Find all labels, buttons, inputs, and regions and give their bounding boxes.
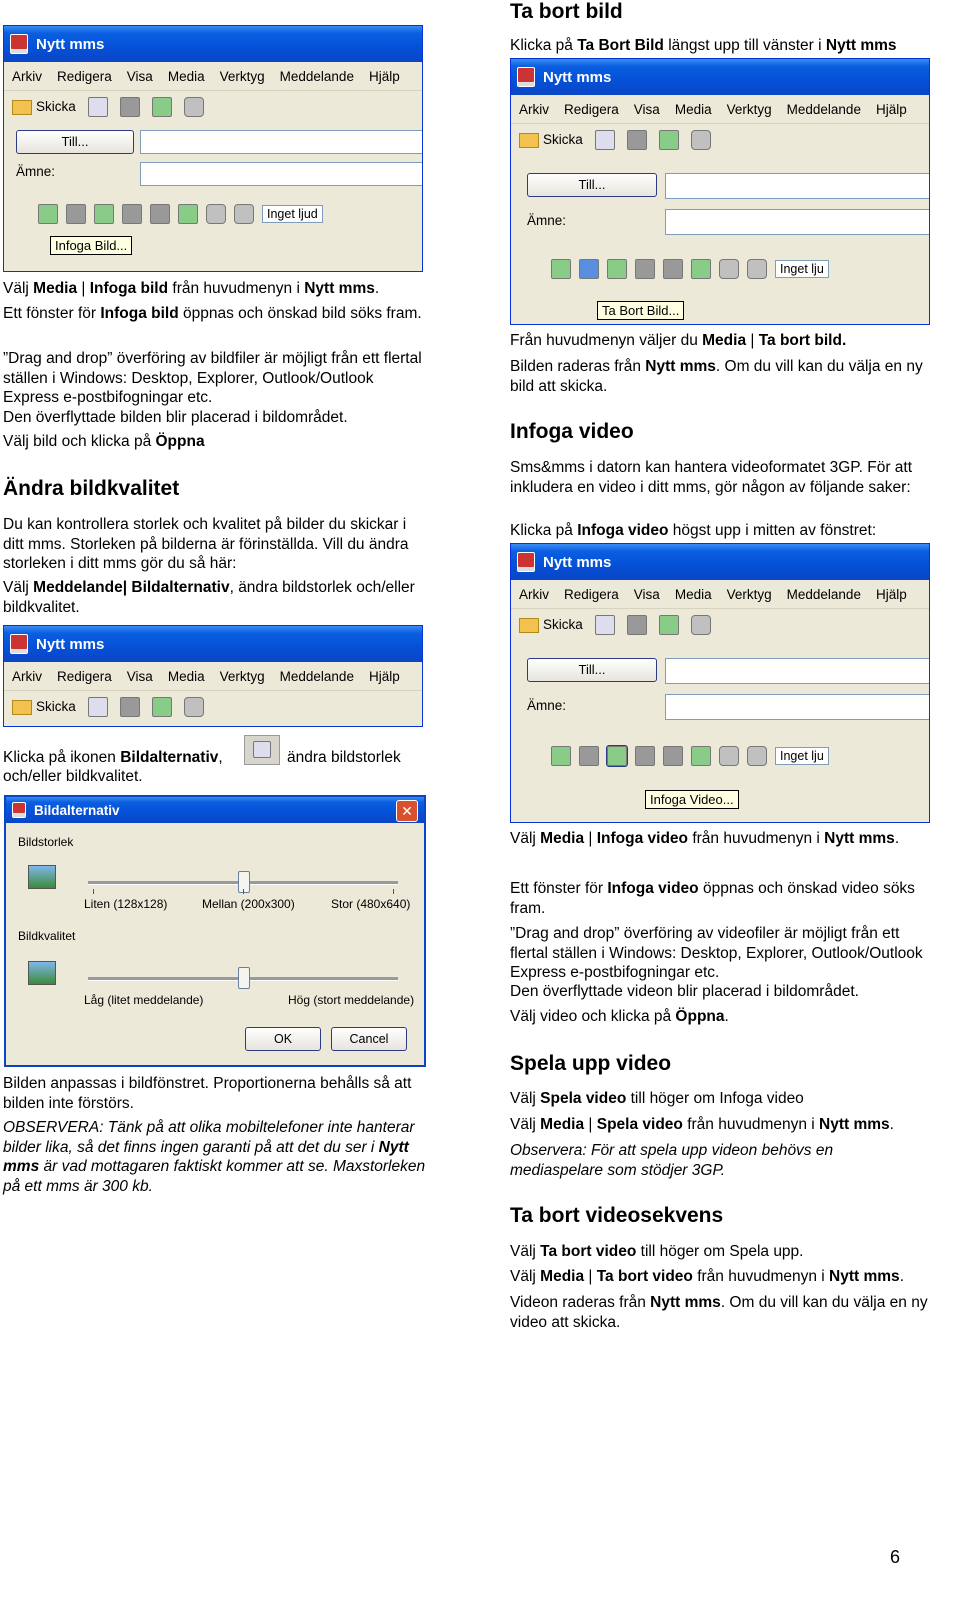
delete-sound-icon[interactable] bbox=[747, 746, 767, 766]
image-options-icon[interactable] bbox=[595, 615, 615, 635]
message-form bbox=[4, 122, 422, 272]
play-sound-icon[interactable] bbox=[719, 746, 739, 766]
menu-bar bbox=[4, 662, 422, 690]
right-paragraph-16: Videon raderas från Nytt mms. Om du vill kan du välja en ny video att skicka. bbox=[510, 1294, 928, 1331]
nytt-mms-window-insert-image bbox=[3, 25, 423, 272]
heading-play-video: Spela upp video bbox=[510, 1052, 672, 1075]
left-paragraph-8-cont: ändra bildstorlek bbox=[287, 749, 401, 766]
right-paragraph-2: Från huvudmenyn väljer du Media | Ta bort bild. bbox=[510, 332, 847, 349]
address-book-icon[interactable] bbox=[120, 97, 140, 117]
insert-image-icon[interactable] bbox=[551, 259, 571, 279]
address-book-icon[interactable] bbox=[120, 697, 140, 717]
nytt-mms-window-toolbar bbox=[3, 625, 423, 727]
size-tick-large bbox=[393, 889, 394, 894]
right-paragraph-7: Ett fönster för Infoga video öppnas och önskad video söks fram. bbox=[510, 880, 915, 917]
dialog-titlebar bbox=[6, 797, 424, 823]
left-paragraph-8-end: och/eller bildkvalitet. bbox=[3, 768, 143, 785]
media-toolbar bbox=[38, 204, 323, 224]
tools-icon[interactable] bbox=[691, 615, 711, 635]
tools-icon[interactable] bbox=[184, 97, 204, 117]
menu-visa[interactable]: Visa bbox=[633, 101, 660, 117]
to-field[interactable] bbox=[665, 173, 930, 199]
right-paragraph-15: Välj Media | Ta bort video från huvudmenyn i Nytt mms. bbox=[510, 1268, 904, 1285]
insert-video-icon[interactable] bbox=[607, 259, 627, 279]
nytt-mms-window-delete-image bbox=[510, 58, 930, 325]
subject-field[interactable] bbox=[665, 694, 930, 720]
menu-meddelande[interactable]: Meddelande bbox=[279, 668, 354, 684]
play-sound-icon[interactable] bbox=[719, 259, 739, 279]
ok-button[interactable]: OK bbox=[245, 1027, 321, 1051]
delete-sound-icon[interactable] bbox=[747, 259, 767, 279]
heading-delete-image: Ta bort bild bbox=[510, 0, 623, 23]
send-label: Skicka bbox=[543, 132, 583, 148]
to-button[interactable]: Till... bbox=[16, 130, 134, 154]
heading-insert-video: Infoga video bbox=[510, 420, 634, 443]
right-paragraph-4: Sms&mms i datorn kan hantera videoformatet 3GP. För att inkludera en video i ditt mms, gör någon av följande saker: bbox=[510, 459, 913, 496]
window-title: Nytt mms bbox=[36, 35, 105, 53]
tools-icon[interactable] bbox=[184, 697, 204, 717]
message-form bbox=[511, 155, 929, 325]
nytt-mms-window-insert-video bbox=[510, 543, 930, 823]
menu-verktyg[interactable]: Verktyg bbox=[219, 668, 265, 684]
toolbar bbox=[511, 123, 929, 156]
menu-hjalp[interactable]: Hjälp bbox=[875, 101, 907, 117]
app-icon bbox=[10, 34, 28, 54]
left-paragraph-6: Du kan kontrollera storlek och kvalitet på bilder du skickar i ditt mms. Storleken på bilderna är förinställda. Vill du ändra storleken i ditt mms gör du så här: bbox=[3, 516, 409, 572]
right-paragraph-5: Klicka på Infoga video högst upp i mitten av fönstret: bbox=[510, 522, 877, 539]
menu-visa[interactable]: Visa bbox=[633, 586, 660, 602]
size-tick-medium bbox=[243, 889, 244, 894]
menu-hjalp[interactable]: Hjälp bbox=[368, 68, 400, 84]
menu-meddelande[interactable]: Meddelande bbox=[786, 586, 861, 602]
subject-label: Ämne: bbox=[527, 698, 567, 713]
toolbar bbox=[4, 90, 422, 123]
contacts-icon[interactable] bbox=[152, 697, 172, 717]
delete-video-icon[interactable] bbox=[663, 746, 683, 766]
send-label: Skicka bbox=[36, 699, 76, 715]
send-label: Skicka bbox=[36, 99, 76, 115]
size-slider-thumb[interactable] bbox=[238, 871, 250, 893]
menu-meddelande[interactable]: Meddelande bbox=[786, 101, 861, 117]
right-paragraph-1: Klicka på Ta Bort Bild längst upp till vänster i Nytt mms bbox=[510, 37, 897, 54]
window-title: Nytt mms bbox=[543, 68, 612, 86]
send-button[interactable] bbox=[12, 699, 76, 715]
send-button[interactable] bbox=[12, 99, 76, 115]
app-icon bbox=[10, 634, 28, 654]
window-titlebar bbox=[511, 544, 929, 580]
menu-media[interactable]: Media bbox=[167, 668, 205, 684]
media-toolbar bbox=[551, 259, 829, 279]
menu-media[interactable]: Media bbox=[674, 586, 712, 602]
quality-low-label: Låg (litet meddelande) bbox=[84, 993, 204, 1007]
insert-video-icon[interactable] bbox=[607, 746, 627, 766]
app-icon bbox=[517, 552, 535, 572]
menu-visa[interactable]: Visa bbox=[126, 68, 153, 84]
dialog-title: Bildalternativ bbox=[34, 802, 120, 818]
window-title: Nytt mms bbox=[543, 553, 612, 571]
send-button[interactable] bbox=[519, 132, 583, 148]
left-paragraph-10: OBSERVERA: Tänk på att olika mobiltelefoner inte hanterar bilder lika, så det finns ingen garanti på att det du ser i Nytt mms är vad mottagaren faktiskt kommer att se. Maxstorleken på ett mms är 300 kb. bbox=[3, 1119, 426, 1195]
subject-label: Ämne: bbox=[16, 164, 56, 179]
menu-bar bbox=[4, 62, 422, 90]
resize-icon bbox=[28, 865, 56, 889]
menu-media[interactable]: Media bbox=[167, 68, 205, 84]
delete-image-icon[interactable] bbox=[66, 204, 86, 224]
to-button[interactable]: Till... bbox=[527, 658, 657, 682]
window-title: Nytt mms bbox=[36, 635, 105, 653]
play-video-icon[interactable] bbox=[122, 204, 142, 224]
right-paragraph-3: Bilden raderas från Nytt mms. Om du vill kan du välja en ny bild att skicka. bbox=[510, 358, 923, 395]
image-options-dialog bbox=[4, 795, 426, 1067]
menu-visa[interactable]: Visa bbox=[126, 668, 153, 684]
to-field[interactable] bbox=[140, 130, 423, 154]
heading-change-quality: Ändra bildkvalitet bbox=[3, 477, 180, 500]
insert-video-tooltip: Infoga Video... bbox=[645, 790, 739, 809]
app-icon bbox=[517, 67, 535, 87]
menu-arkiv[interactable]: Arkiv bbox=[12, 668, 42, 684]
close-icon[interactable]: ✕ bbox=[396, 800, 418, 822]
media-toolbar bbox=[551, 746, 829, 766]
insert-sound-icon[interactable] bbox=[178, 204, 198, 224]
menu-verktyg[interactable]: Verktyg bbox=[726, 586, 772, 602]
mail-icon bbox=[519, 133, 539, 148]
left-paragraph-9: Bilden anpassas i bildfönstret. Proportionerna behålls så att bilden inte förstörs. bbox=[3, 1075, 412, 1112]
image-options-icon[interactable] bbox=[88, 697, 108, 717]
to-button[interactable]: Till... bbox=[527, 173, 657, 197]
menu-redigera[interactable]: Redigera bbox=[57, 68, 112, 84]
right-paragraph-10: Välj video och klicka på Öppna. bbox=[510, 1008, 729, 1025]
no-sound-field: Inget lju bbox=[775, 260, 829, 278]
window-titlebar bbox=[4, 626, 422, 662]
left-paragraph-4: Den överflyttade bilden blir placerad i bildområdet. bbox=[3, 409, 348, 426]
contacts-icon[interactable] bbox=[659, 615, 679, 635]
play-video-icon[interactable] bbox=[635, 746, 655, 766]
page-number: 6 bbox=[890, 1547, 901, 1567]
menu-bar bbox=[511, 580, 929, 608]
size-medium-label: Mellan (200x300) bbox=[202, 897, 295, 911]
contacts-icon[interactable] bbox=[659, 130, 679, 150]
menu-bar bbox=[511, 95, 929, 123]
no-sound-field: Inget lju bbox=[775, 747, 829, 765]
right-paragraph-8: ”Drag and drop” överföring av videofiler är möjligt från ett flertal ställen i Windows: Desktop, Explorer, Outlook/Outlook Express e-postbifogningar etc. bbox=[510, 925, 923, 981]
left-paragraph-5: Välj bild och klicka på Öppna bbox=[3, 433, 205, 450]
message-form bbox=[511, 640, 929, 823]
menu-redigera[interactable]: Redigera bbox=[564, 101, 619, 117]
menu-redigera[interactable]: Redigera bbox=[57, 668, 112, 684]
play-sound-icon[interactable] bbox=[206, 204, 226, 224]
tools-icon[interactable] bbox=[691, 130, 711, 150]
image-options-icon bbox=[244, 735, 280, 765]
subject-field[interactable] bbox=[665, 209, 930, 235]
heading-delete-video: Ta bort videosekvens bbox=[510, 1204, 724, 1227]
window-titlebar bbox=[511, 59, 929, 95]
delete-image-tooltip: Ta Bort Bild... bbox=[597, 301, 684, 320]
picture-icon bbox=[28, 961, 56, 985]
quality-label: Bildkvalitet bbox=[18, 929, 76, 943]
window-titlebar bbox=[4, 26, 422, 62]
menu-redigera[interactable]: Redigera bbox=[564, 586, 619, 602]
menu-verktyg[interactable]: Verktyg bbox=[219, 68, 265, 84]
toolbar bbox=[4, 690, 422, 723]
left-paragraph-8: Klicka på ikonen Bildalternativ, bbox=[3, 749, 223, 766]
address-book-icon[interactable] bbox=[627, 130, 647, 150]
menu-meddelande[interactable]: Meddelande bbox=[279, 68, 354, 84]
send-button[interactable] bbox=[519, 617, 583, 633]
to-field[interactable] bbox=[665, 658, 930, 684]
mail-icon bbox=[12, 700, 32, 715]
delete-video-icon[interactable] bbox=[663, 259, 683, 279]
mail-icon bbox=[519, 618, 539, 633]
left-paragraph-1: Välj Media | Infoga bild från huvudmenyn i Nytt mms. bbox=[3, 280, 380, 297]
image-options-glyph bbox=[253, 741, 271, 758]
quality-slider-thumb[interactable] bbox=[238, 967, 250, 989]
delete-image-icon[interactable] bbox=[579, 746, 599, 766]
menu-arkiv[interactable]: Arkiv bbox=[519, 586, 549, 602]
right-paragraph-12: Välj Media | Spela video från huvudmenyn i Nytt mms. bbox=[510, 1116, 894, 1133]
cancel-button[interactable]: Cancel bbox=[331, 1027, 407, 1051]
left-paragraph-3: ”Drag and drop” överföring av bildfiler är möjligt från ett flertal ställen i Windows: Desktop, Explorer, Outlook/Outlook Express e-postbifogningar etc. bbox=[3, 350, 422, 406]
menu-arkiv[interactable]: Arkiv bbox=[519, 101, 549, 117]
delete-sound-icon[interactable] bbox=[234, 204, 254, 224]
insert-image-icon[interactable] bbox=[38, 204, 58, 224]
right-paragraph-14: Välj Ta bort video till höger om Spela upp. bbox=[510, 1243, 804, 1260]
menu-media[interactable]: Media bbox=[674, 101, 712, 117]
app-icon bbox=[12, 802, 26, 818]
menu-hjalp[interactable]: Hjälp bbox=[875, 586, 907, 602]
right-paragraph-6: Välj Media | Infoga video från huvudmenyn i Nytt mms. bbox=[510, 830, 900, 847]
address-book-icon[interactable] bbox=[627, 615, 647, 635]
right-paragraph-9: Den överflyttade videon blir placerad i bildområdet. bbox=[510, 983, 859, 1000]
size-small-label: Liten (128x128) bbox=[84, 897, 168, 911]
insert-sound-icon[interactable] bbox=[691, 746, 711, 766]
size-label: Bildstorlek bbox=[18, 835, 74, 849]
insert-image-icon[interactable] bbox=[551, 746, 571, 766]
left-paragraph-2: Ett fönster för Infoga bild öppnas och önskad bild söks fram. bbox=[3, 305, 422, 322]
right-paragraph-11: Välj Spela video till höger om Infoga video bbox=[510, 1090, 804, 1107]
right-paragraph-13: Observera: För att spela upp videon behövs en mediaspelare som stödjer 3GP. bbox=[510, 1142, 834, 1179]
size-tick-small bbox=[93, 889, 94, 894]
left-paragraph-7: Välj Meddelande| Bildalternativ, ändra bildstorlek och/eller bildkvalitet. bbox=[3, 579, 415, 616]
menu-arkiv[interactable]: Arkiv bbox=[12, 68, 42, 84]
toolbar bbox=[511, 608, 929, 641]
size-large-label: Stor (480x640) bbox=[331, 897, 411, 911]
send-label: Skicka bbox=[543, 617, 583, 633]
mail-icon bbox=[12, 100, 32, 115]
delete-image-icon[interactable] bbox=[579, 259, 599, 279]
menu-verktyg[interactable]: Verktyg bbox=[726, 101, 772, 117]
quality-high-label: Hög (stort meddelande) bbox=[288, 993, 415, 1007]
insert-video-icon[interactable] bbox=[94, 204, 114, 224]
insert-image-tooltip: Infoga Bild... bbox=[50, 236, 132, 255]
image-options-icon[interactable] bbox=[88, 97, 108, 117]
insert-sound-icon[interactable] bbox=[691, 259, 711, 279]
subject-field[interactable] bbox=[140, 162, 423, 186]
subject-label: Ämne: bbox=[527, 213, 567, 228]
contacts-icon[interactable] bbox=[152, 97, 172, 117]
delete-video-icon[interactable] bbox=[150, 204, 170, 224]
play-video-icon[interactable] bbox=[635, 259, 655, 279]
image-options-icon[interactable] bbox=[595, 130, 615, 150]
menu-hjalp[interactable]: Hjälp bbox=[368, 668, 400, 684]
no-sound-field: Inget ljud bbox=[262, 205, 323, 223]
